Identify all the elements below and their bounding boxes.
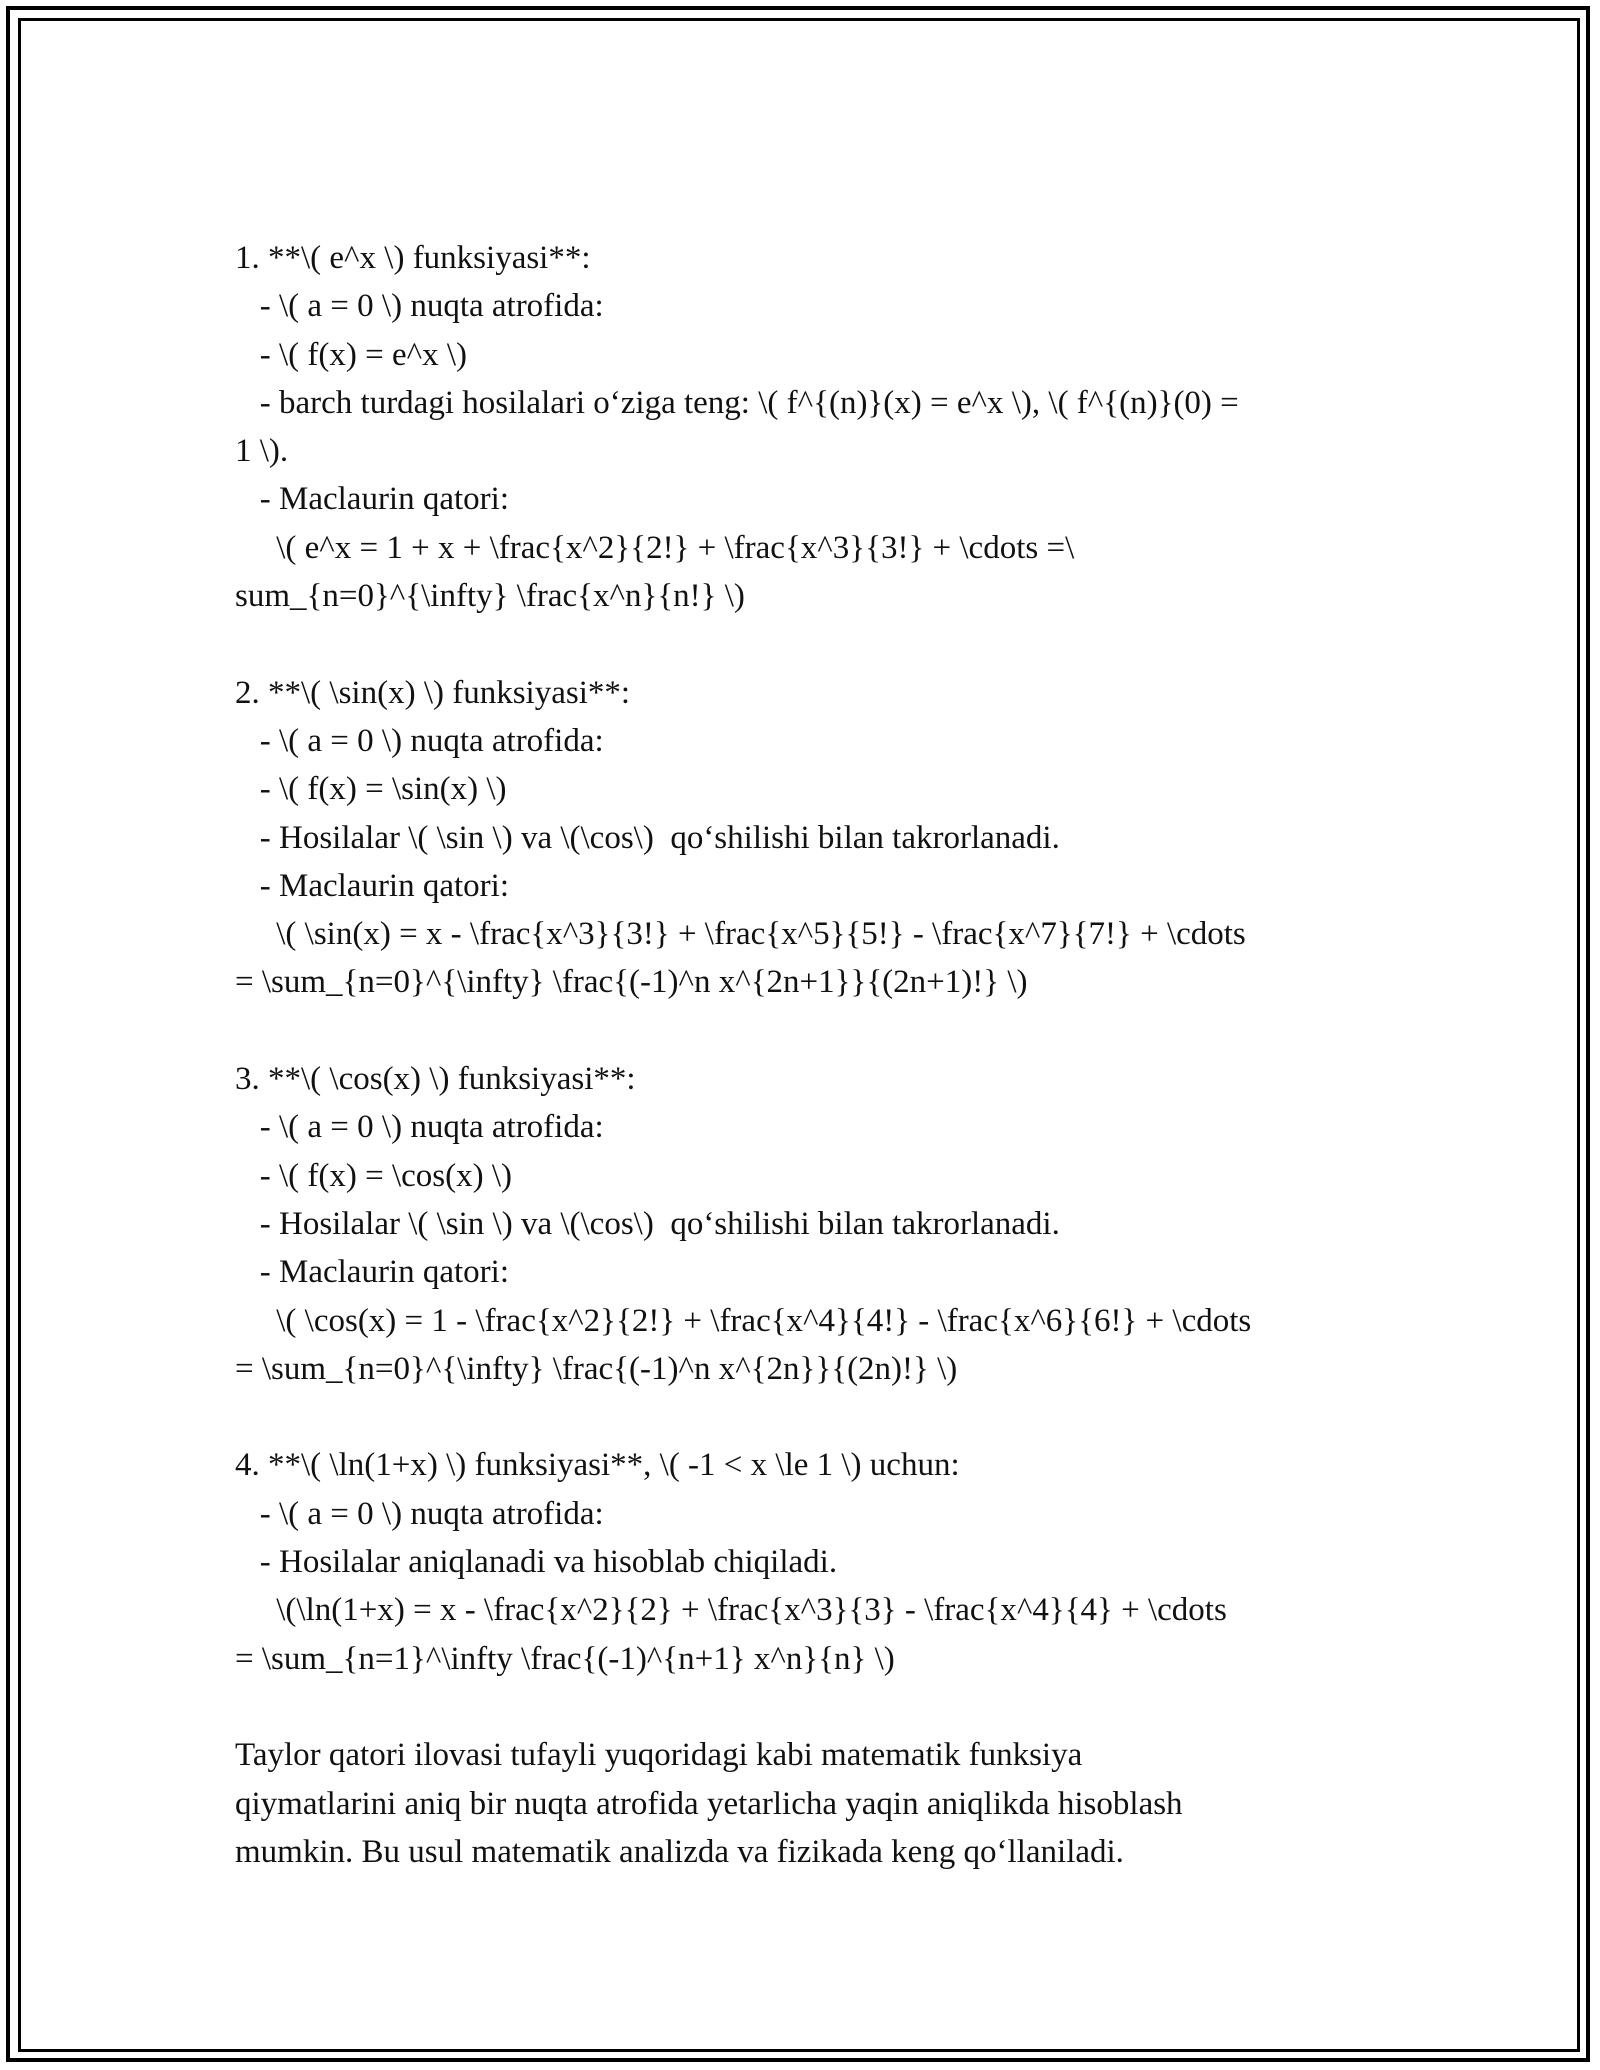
section-1-formula: \( e^x = 1 + x + \frac{x^2}{2!} + \frac{x^3}{3!} + \cdots =\	[235, 529, 1075, 566]
section-2-formula: \( \sin(x) = x - \frac{x^3}{3!} + \frac{x^5}{5!} - \frac{x^7}{7!} + \cdots	[235, 916, 1246, 953]
section-2-heading: 2. **\( \sin(x) \) funksiyasi**:	[235, 674, 631, 711]
section-4-formula: \(\ln(1+x) = x - \frac{x^2}{2} + \frac{x^3}{3} - \frac{x^4}{4} + \cdots	[235, 1592, 1227, 1629]
section-3-formula-cont: = \sum_{n=0}^{\infty} \frac{(-1)^n x^{2n}}{(2n)!} \)	[235, 1350, 958, 1387]
section-2-maclaurin-label: - Maclaurin qatori:	[235, 867, 509, 904]
section-2-derivatives: - Hosilalar \( \sin \) va \(\cos\) qo‘shilishi bilan takrorlanadi.	[235, 819, 1060, 856]
section-4-formula-cont: = \sum_{n=1}^\infty \frac{(-1)^{n+1} x^n}{n} \)	[235, 1640, 895, 1677]
spacer	[235, 620, 1365, 668]
section-1-derivatives: - barch turdagi hosilalari o‘ziga teng: \( f^{(n)}(x) = e^x \), \( f^{(n)}(0) =	[235, 384, 1239, 421]
section-1-maclaurin-label: - Maclaurin qatori:	[235, 481, 509, 518]
section-2-point: - \( a = 0 \) nuqta atrofida:	[235, 722, 604, 759]
section-3-function: - \( f(x) = \cos(x) \)	[235, 1157, 513, 1194]
document-body	[235, 234, 1365, 1876]
section-1-derivatives-cont: 1 \).	[235, 433, 289, 470]
section-1-heading: 1. **\( e^x \) funksiyasi**:	[235, 240, 591, 276]
spacer	[235, 1683, 1365, 1731]
conclusion-line-1: Taylor qatori ilovasi tufayli yuqoridagi kabi matematik funksiya	[235, 1737, 1083, 1774]
section-4-derivatives: - Hosilalar aniqlanadi va hisoblab chiqiladi.	[235, 1544, 838, 1581]
section-3-heading: 3. **\( \cos(x) \) funksiyasi**:	[235, 1061, 636, 1098]
section-4-heading: 4. **\( \ln(1+x) \) funksiyasi**, \( -1 < x \le 1 \) uchun:	[235, 1447, 960, 1484]
spacer	[235, 1007, 1365, 1055]
section-3-point: - \( a = 0 \) nuqta atrofida:	[235, 1109, 604, 1146]
conclusion-line-2: qiymatlarini aniq bir nuqta atrofida yetarlicha yaqin aniqlikda hisoblash	[235, 1785, 1183, 1822]
section-4-point: - \( a = 0 \) nuqta atrofida:	[235, 1495, 604, 1532]
section-3-derivatives: - Hosilalar \( \sin \) va \(\cos\) qo‘shilishi bilan takrorlanadi.	[235, 1205, 1060, 1242]
section-3-maclaurin-label: - Maclaurin qatori:	[235, 1254, 509, 1291]
spacer	[235, 1393, 1365, 1441]
section-1-formula-cont: sum_{n=0}^{\infty} \frac{x^n}{n!} \)	[235, 578, 745, 615]
section-1-function: - \( f(x) = e^x \)	[235, 336, 468, 373]
section-2-formula-cont: = \sum_{n=0}^{\infty} \frac{(-1)^n x^{2n+1}}{(2n+1)!} \)	[235, 964, 1028, 1001]
section-2-function: - \( f(x) = \sin(x) \)	[235, 771, 507, 808]
section-3-formula: \( \cos(x) = 1 - \frac{x^2}{2!} + \frac{x^4}{4!} - \frac{x^6}{6!} + \cdots	[235, 1302, 1252, 1339]
section-1-point: - \( a = 0 \) nuqta atrofida:	[235, 288, 604, 325]
conclusion-line-3: mumkin. Bu usul matematik analizda va fizikada keng qo‘llaniladi.	[235, 1833, 1124, 1870]
